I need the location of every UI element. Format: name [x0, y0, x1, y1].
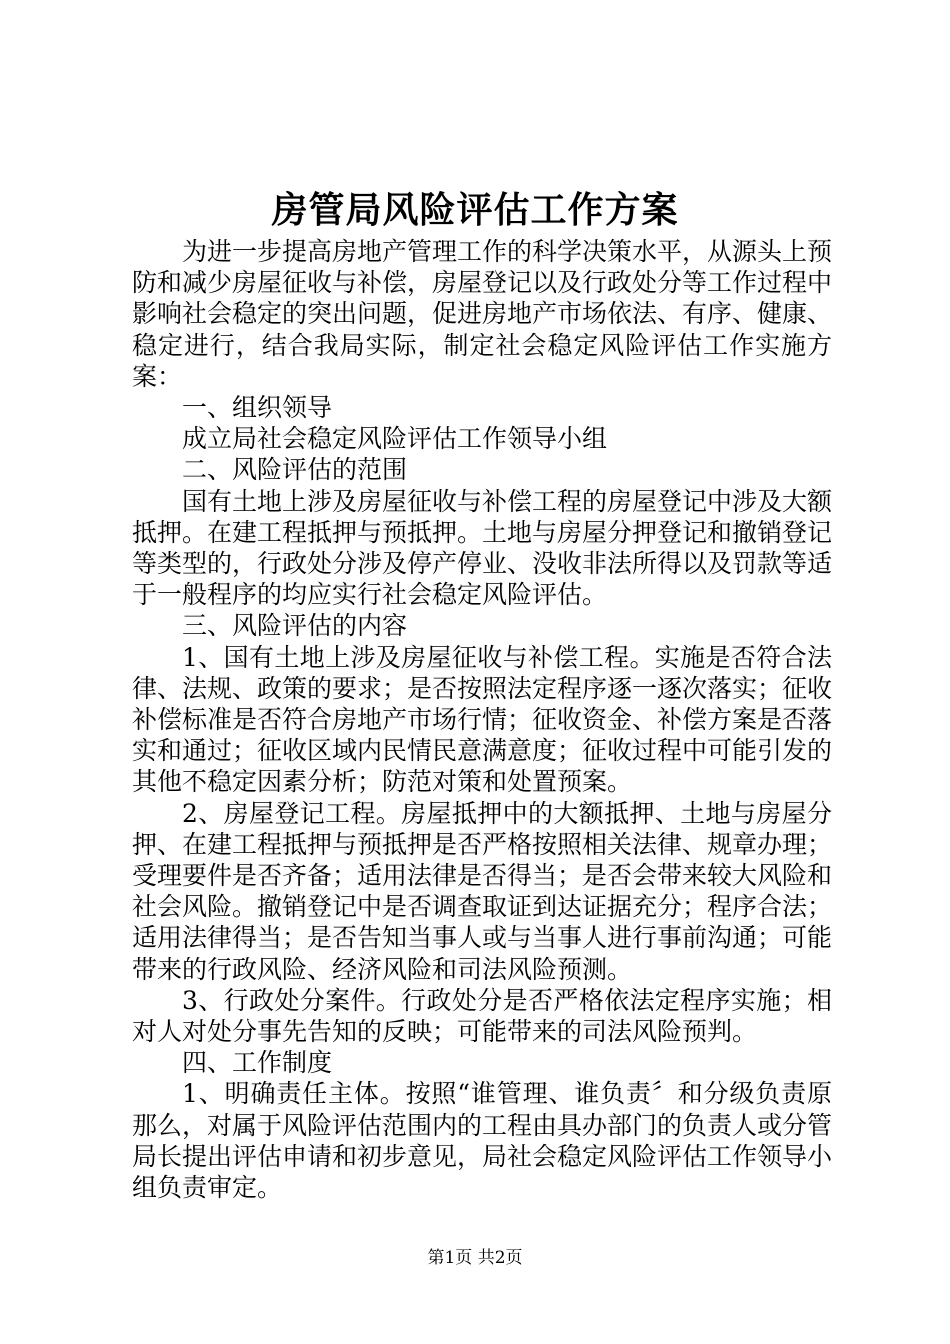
paragraph-leading-group: 成立局社会稳定风险评估工作领导小组	[182, 424, 608, 454]
document-body	[132, 236, 832, 1203]
paragraph-content-item-2: 2、房屋登记工程。房屋抵押中的大额抵押、土地与房屋分押、在建工程抵押与预抵押是否严格按照相关法律、规章办理；受理要件是否齐备；适用法律是否得当；是否会带来较大风险和社会风险。撤销登记中是否调查取证到达证据充分；程序合法；适用法律得当；是否告知当事人或与当事人进行事前沟通；可能带来的行政风险、经济风险和司法风险预测。	[132, 798, 833, 984]
paragraph-content-item-1: 1、国有土地上涉及房屋征收与补偿工程。实施是否符合法律、法规、政策的要求；是否按照法定程序逐一逐次落实；征收补偿标准是否符合房地产市场行情；征收资金、补偿方案是否落实和通过；征收区域内民情民意满意度；征收过程中可能引发的其他不稳定因素分析；防范对策和处置预案。	[132, 642, 833, 797]
section-heading-organization: 一、组织领导	[182, 393, 333, 423]
paragraph-scope: 国有土地上涉及房屋征收与补偿工程的房屋登记中涉及大额抵押。在建工程抵押与预抵押。土地与房屋分押登记和撤销登记等类型的，行政处分涉及停产停业、没收非法所得以及罚款等适于一般程序的均应实行社会稳定风险评估。	[132, 486, 833, 610]
section-heading-content: 三、风险评估的内容	[182, 611, 408, 641]
paragraph-system-item-1: 1、明确责任主体。按照“谁管理、谁负责〞和分级负责原那么，对属于风险评估范围内的工程由具办部门的负责人或分管局长提出评估申请和初步意见，局社会稳定风险评估工作领导小组负责审定。	[132, 1079, 833, 1203]
section-heading-system: 四、工作制度	[182, 1048, 333, 1078]
intro-paragraph: 为进一步提高房地产管理工作的科学决策水平，从源头上预防和减少房屋征收与补偿，房屋登记以及行政处分等工作过程中影响社会稳定的突出问题，促进房地产市场依法、有序、健康、稳定进行，结合我局实际，制定社会稳定风险评估工作实施方案：	[132, 237, 833, 391]
section-heading-scope: 二、风险评估的范围	[182, 455, 408, 485]
page-number-footer: 第1页 共2页	[427, 1248, 523, 1268]
document-title: 房管局风险评估工作方案	[271, 189, 679, 231]
paragraph-content-item-3: 3、行政处分案件。行政处分是否严格依法定程序实施；相对人对处分事先告知的反映；可能带来的司法风险预判。	[132, 985, 832, 1047]
